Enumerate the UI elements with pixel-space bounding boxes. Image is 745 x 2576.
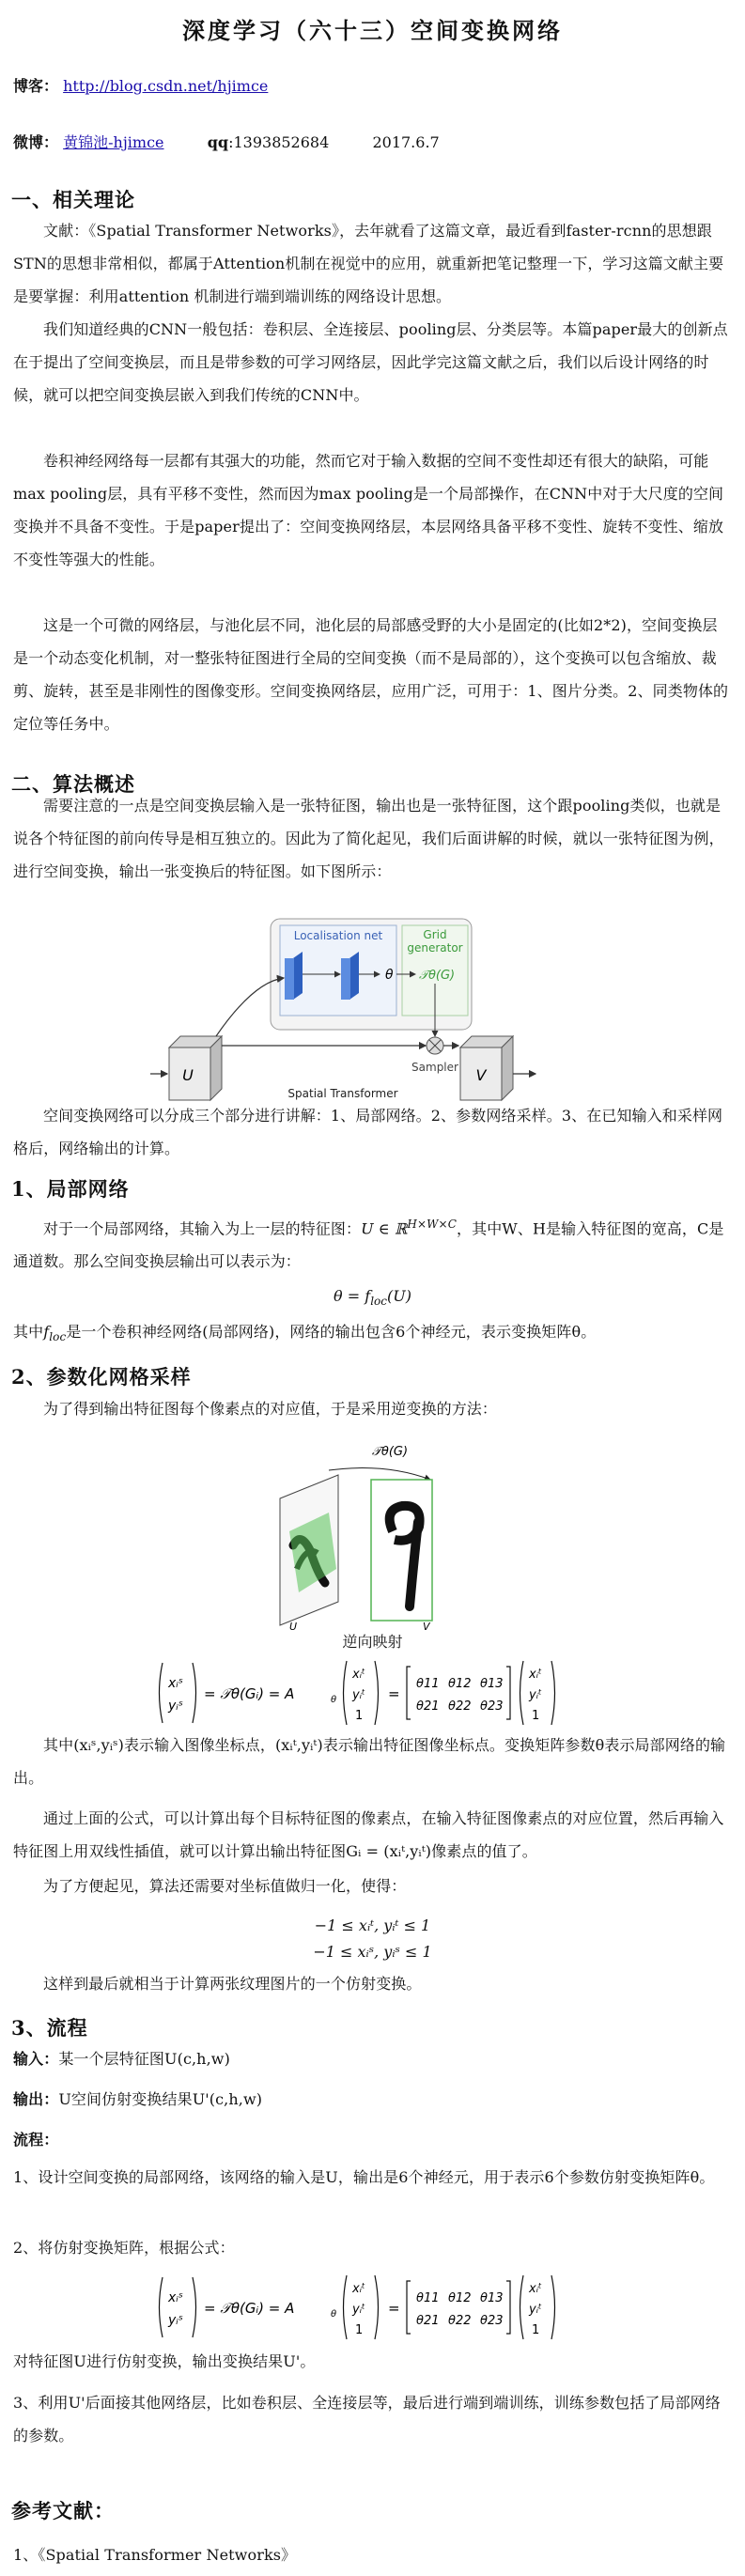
- page-title: 深度学习（六十三）空间变换网络: [182, 17, 563, 44]
- v-cube-side: [502, 1036, 513, 1100]
- inequality-source: −1 ≤ xᵢˢ, yᵢˢ ≤ 1: [313, 1943, 432, 1961]
- inequality-target: −1 ≤ xᵢᵗ, yᵢᵗ ≤ 1: [314, 1916, 431, 1934]
- para-theory-2: 我们知道经典的CNN一般包括：卷积层、全连接层、pooling层、分类层等。本篇paper最大的创新点在于提出了空间变换层，而且是带参数的可学习网络层，因此学完这篇文献之后，我们以后设计网络的时候，就可以把空间变换层嵌入到我们传统的CNN中。: [13, 320, 728, 404]
- eq2-t11: θ11: [416, 2291, 440, 2305]
- process-step-3: 3、利用U'后面接其他网络层，比如卷积层、全连接层等，最后进行端到端训练，训练参数包括了局部网络的参数。: [13, 2394, 721, 2444]
- eq2-asub: θ: [331, 2309, 337, 2320]
- loc2-f: f: [43, 1323, 50, 1341]
- para-theory-1: 文献：《Spatial Transformer Networks》，去年就看了这篇文章，最近看到faster-rcnn的思想跟STN的思想非常相似，都属于Attention机制在视觉中的应用，就重新把笔记整理一下，学习这篇文献主要是要掌握：利用attention 机制进行端到端训练的网络设计思想。: [13, 222, 724, 305]
- process-input-text: 某一个层特征图U(c,h,w): [58, 2050, 230, 2068]
- equation-theta: [0, 1287, 745, 1311]
- blog-label: 博客：: [13, 77, 59, 95]
- process-output-label: 输出：: [13, 2090, 59, 2108]
- eq1-one: 1: [355, 1709, 364, 1723]
- heading-process: 3、流程: [11, 2016, 88, 2040]
- para-grid-1: 为了得到输出特征图每个像素点的对应值，于是采用逆变换的方法：: [43, 1400, 498, 1418]
- heading-grid-sampling: 2、参数化网格采样: [11, 1365, 192, 1389]
- fig2-v-label: V: [423, 1621, 430, 1630]
- u-cube-label: U: [182, 1066, 194, 1084]
- loc-math: U ∈ ℝ: [361, 1219, 408, 1238]
- loc-layer-2-face: [341, 958, 350, 1000]
- eq2-ys: yᵢˢ: [168, 2313, 184, 2328]
- loc-layer-1: [293, 952, 303, 1000]
- fig2-v-plane: [371, 1480, 432, 1621]
- para-theory-3: 卷积神经网络每一层都有其强大的功能，然而它对于输入数据的空间不变性却还有很大的缺陷，可能max pooling层，具有平移不变性，然而因为max pooling是一个局部操作，在CNN中对于大尺度的空间变换并不具备不变性。于是paper提出了：空间变换网络层，本层网络具备平移不变性、旋转不变性、缩放不变性等强大的性能。: [13, 452, 724, 568]
- process-input-label: 输入：: [13, 2050, 59, 2068]
- para-grid-3: 通过上面的公式，可以计算出每个目标特征图的像素点，在输入特征图像素点的对应位置，然后再输入特征图上用双线性插值，就可以计算出输出特征图Gᵢ = (xᵢᵗ,yᵢᵗ)像素点的值了。: [13, 1809, 724, 1860]
- affine-equation-2: [155, 2273, 597, 2341]
- affine-eq-svg-2: [155, 2273, 597, 2341]
- fig2-tg-label: 𝒯θ(G): [371, 1445, 409, 1459]
- eq1-one2: 1: [532, 1709, 540, 1723]
- generator-label: generator: [407, 941, 463, 954]
- eq1-tg: = 𝒯θ(Gᵢ) = A: [204, 1685, 295, 1702]
- loc-text-a: 对于一个局部网络，其输入为上一层的特征图：: [43, 1219, 362, 1238]
- loc2-text-a: 其中: [13, 1323, 44, 1341]
- post-date: 2017.6.7: [372, 133, 440, 151]
- process-output: [13, 2083, 730, 2116]
- loc-math-sup: H×W×C: [407, 1218, 457, 1231]
- eq1-t11: θ11: [416, 1677, 440, 1691]
- eq2-t12: θ12: [448, 2291, 472, 2305]
- eq2-t23: θ23: [480, 2314, 504, 2328]
- para-overview-2: 空间变换网络可以分成三个部分进行讲解：1、局部网络。2、参数网络采样。3、在已知输入和采样网格后，网络输出的计算。: [13, 1107, 723, 1157]
- process-step-2b: 对特征图U进行仿射变换，输出变换结果U'。: [13, 2352, 316, 2370]
- loc-text-b: ，其中W、H是输入特征图的宽高，C是通道数。那么空间变换层输出可以表示为：: [13, 1219, 724, 1271]
- para-localisation-1: [13, 1208, 730, 1278]
- eq2-eq: =: [388, 2300, 400, 2317]
- eq1-t23: θ23: [480, 1699, 504, 1714]
- loc2-sub: loc: [49, 1330, 67, 1344]
- eq1-xt: xᵢᵗ: [352, 1668, 365, 1682]
- eq2-t22: θ22: [448, 2314, 472, 2328]
- tg-label: 𝒯θ(G): [419, 969, 456, 983]
- eq2-yt: yᵢᵗ: [352, 2303, 365, 2317]
- qq-label: qq: [207, 133, 229, 151]
- fig2-arrow: [329, 1468, 430, 1480]
- para-grid-5: 这样到最后就相当于计算两张纹理图片的一个仿射变换。: [43, 1975, 422, 1993]
- process-step-2: 2、将仿射变换矩阵，根据公式：: [13, 2239, 235, 2257]
- eq-theta-right: (U): [386, 1287, 411, 1305]
- weibo-link[interactable]: 黄锦池-hjimce: [63, 133, 164, 151]
- process-output-text: U空间仿射变换结果U'(c,h,w): [58, 2090, 263, 2108]
- eq1-xs: xᵢˢ: [168, 1676, 184, 1691]
- eq1-eq: =: [388, 1685, 400, 1702]
- blog-line: [13, 77, 268, 96]
- blog-link[interactable]: http://blog.csdn.net/hjimce: [63, 77, 269, 95]
- para-overview-1: 需要注意的一点是空间变换层输入是一张特征图，输出也是一张特征图，这个跟pooling类似，也就是说各个特征图的前向传导是相互独立的。因此为了简化起见，我们后面讲解的时候，就以一张特征图为例，进行空间变换，输出一张变换后的特征图。如下图所示：: [13, 797, 724, 880]
- grid-label: Grid: [423, 928, 447, 941]
- eq1-yt: yᵢᵗ: [352, 1688, 365, 1702]
- diagram-caption: Spatial Transformer: [287, 1087, 398, 1100]
- eq1-t22: θ22: [448, 1699, 472, 1714]
- eq2-xs: xᵢˢ: [168, 2290, 184, 2305]
- eq-theta-left: θ = f: [334, 1287, 371, 1305]
- weibo-label: 微博：: [13, 133, 59, 151]
- para-grid-2: 其中(xᵢˢ,yᵢˢ)表示输入图像坐标点，(xᵢᵗ,yᵢᵗ)表示输出特征图像坐标点。变换矩阵参数θ表示局部网络的输出。: [13, 1736, 726, 1787]
- theta-label: θ: [385, 968, 394, 983]
- heading-overview: 二、算法概述: [11, 772, 135, 796]
- reference-1: 1、《Spatial Transformer Networks》: [13, 2546, 297, 2564]
- para-grid-4: 为了方便起见，算法还需要对坐标值做归一化，使得：: [43, 1877, 407, 1895]
- eq1-t21: θ21: [416, 1699, 440, 1714]
- eq2-one2: 1: [532, 2323, 540, 2337]
- process-flow: [13, 2123, 730, 2156]
- eq2-t21: θ21: [416, 2314, 440, 2328]
- qq-number: :1393852684: [228, 133, 330, 151]
- para-theory-4: 这是一个可微的网络层，与池化层不同，池化层的局部感受野的大小是固定的(比如2*2)，空间变换层是一个动态变化机制，对一整张特征图进行全局的空间变换（而不是局部的），这个变换可以包含缩放、裁剪、旋转，甚至是非刚性的图像变形。空间变换网络层，应用广泛，可用于：1、图片分类。2、同类物体的定位等任务中。: [13, 616, 729, 733]
- process-step-1: 1、设计空间变换的局部网络，该网络的输入是U，输出是6个神经元，用于表示6个参数仿射变换矩阵θ。: [13, 2168, 715, 2186]
- eq-theta-sub: loc: [370, 1295, 387, 1309]
- fig2-u-label: U: [289, 1621, 298, 1630]
- inverse-mapping-figure: [272, 1442, 507, 1630]
- eq1-ys: yᵢˢ: [168, 1699, 184, 1714]
- heading-references: 参考文献：: [11, 2499, 115, 2522]
- inverse-mapping-caption: 逆向映射: [342, 1633, 403, 1651]
- affine-equation-1: [155, 1659, 597, 1727]
- eq1-asub: θ: [331, 1695, 337, 1705]
- process-flow-label: 流程：: [13, 2131, 59, 2149]
- eq2-one: 1: [355, 2323, 364, 2337]
- eq2-xt: xᵢᵗ: [352, 2282, 365, 2296]
- weibo-line: [13, 133, 440, 152]
- loc-layer-2: [349, 952, 359, 1000]
- eq2-yt2: yᵢᵗ: [529, 2303, 542, 2317]
- eq1-t12: θ12: [448, 1677, 472, 1691]
- sampler-label: Sampler: [411, 1061, 458, 1074]
- localisation-label: Localisation net: [293, 929, 383, 942]
- heading-localisation: 1、局部网络: [11, 1177, 130, 1201]
- process-input: [13, 2042, 730, 2075]
- heading-theory: 一、相关理论: [11, 188, 135, 211]
- u-cube-side: [210, 1036, 222, 1100]
- eq2-t13: θ13: [480, 2291, 504, 2305]
- para-localisation-2: [13, 1315, 730, 1354]
- eq2-tg: = 𝒯θ(Gᵢ) = A: [204, 2300, 295, 2317]
- v-cube-label: V: [475, 1066, 487, 1084]
- eq2-xt2: xᵢᵗ: [529, 2282, 542, 2296]
- loc-layer-1-face: [285, 958, 294, 1000]
- eq1-t13: θ13: [480, 1677, 504, 1691]
- loc2-text-b: 是一个卷积神经网络(局部网络)，网络的输出包含6个神经元，表示变换矩阵θ。: [66, 1323, 597, 1341]
- affine-eq-svg-1: [155, 1659, 597, 1727]
- eq1-yt2: yᵢᵗ: [529, 1688, 542, 1702]
- eq1-xt2: xᵢᵗ: [529, 1668, 542, 1682]
